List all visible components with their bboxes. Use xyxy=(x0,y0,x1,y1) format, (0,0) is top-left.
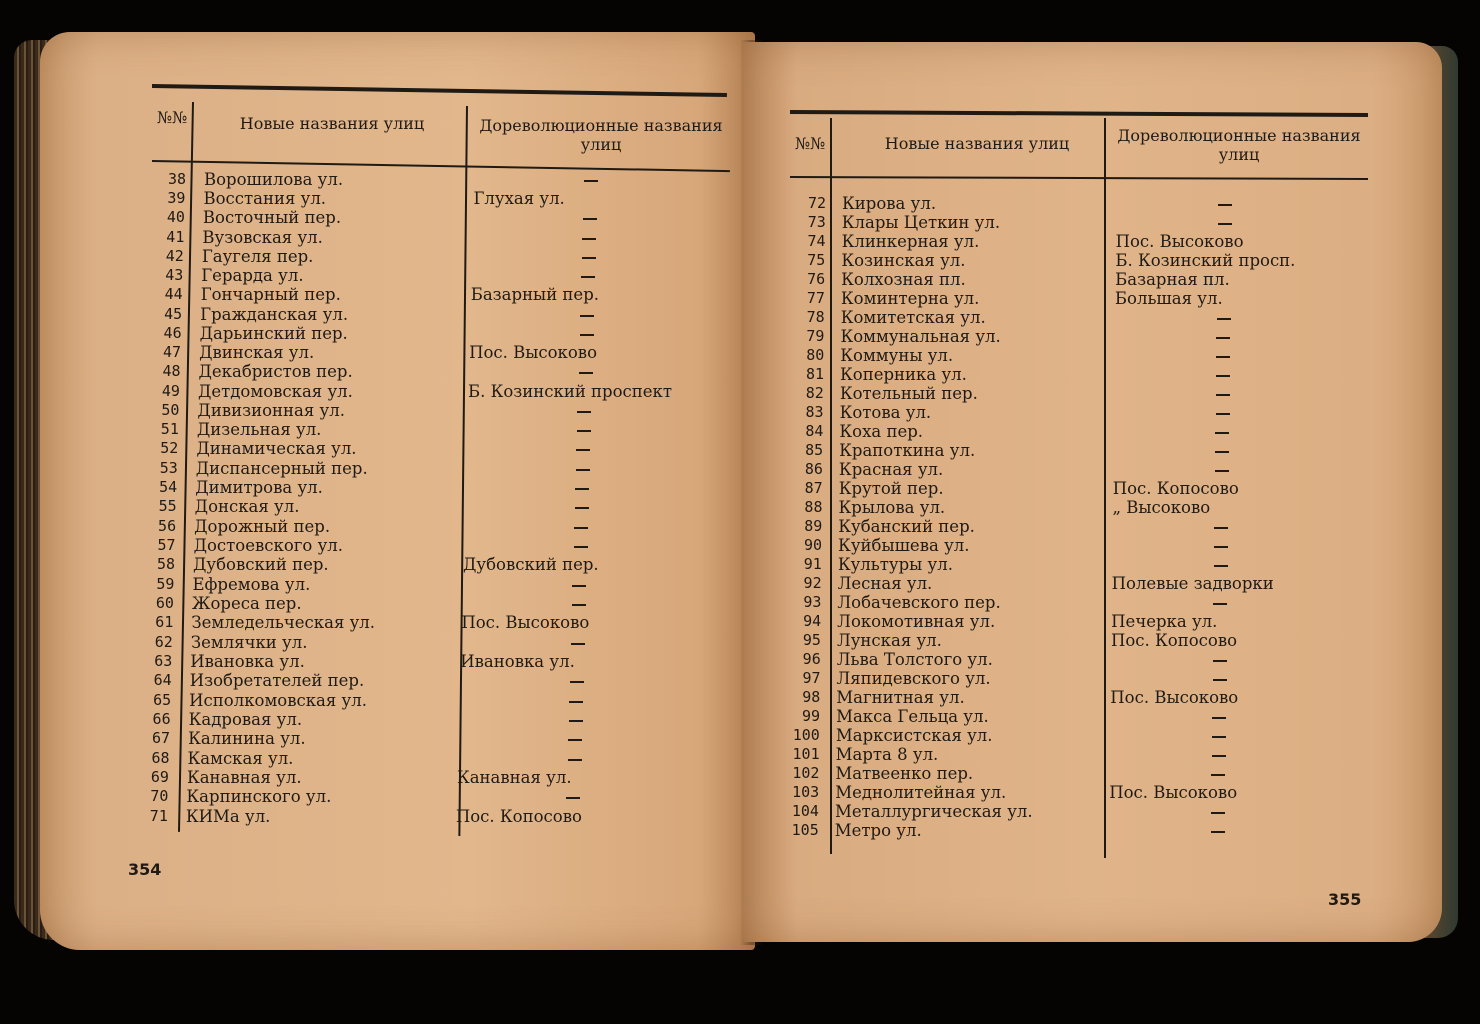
new-street-name: Коммунальная ул. xyxy=(840,327,1001,346)
new-street-name: Куйбышева ул. xyxy=(838,536,970,555)
row-number: 87 xyxy=(804,479,823,497)
old-street-name: Глухая ул. xyxy=(473,189,565,209)
header-old-names-2: улиц xyxy=(1218,145,1260,164)
new-street-name: Меднолитейная ул. xyxy=(835,783,1007,802)
row-number: 84 xyxy=(805,422,824,440)
row-number: 79 xyxy=(806,327,825,345)
table-row xyxy=(141,555,731,574)
new-street-name: Марксистская ул. xyxy=(835,726,993,745)
new-street-name: Двинская ул. xyxy=(199,343,315,363)
table-row xyxy=(144,459,734,478)
old-street-name: Пос. Высоково xyxy=(1110,688,1239,707)
no-old-name-dash xyxy=(1216,413,1230,415)
table-row xyxy=(786,517,1376,536)
old-street-name: Б. Козинский проспект xyxy=(467,381,672,401)
row-number: 50 xyxy=(161,400,180,419)
new-street-name: Канавная ул. xyxy=(186,768,302,788)
old-street-name: Б. Козинский просп. xyxy=(1115,251,1296,270)
no-old-name-dash xyxy=(577,411,591,413)
row-number: 69 xyxy=(150,768,169,787)
table-row xyxy=(788,403,1378,422)
row-number: 90 xyxy=(803,536,823,554)
table-row xyxy=(787,441,1377,460)
table-row xyxy=(789,289,1379,308)
no-old-name-dash xyxy=(1216,356,1230,358)
row-number: 75 xyxy=(807,251,826,269)
no-old-name-dash xyxy=(1213,660,1227,662)
new-street-name: Декабристов пер. xyxy=(198,362,353,382)
no-old-name-dash xyxy=(583,218,597,220)
row-number: 46 xyxy=(163,323,182,342)
no-old-name-dash xyxy=(1214,565,1228,567)
row-number: 94 xyxy=(803,612,822,630)
no-old-name-dash xyxy=(1213,679,1227,681)
old-street-name: Базарный пер. xyxy=(470,285,600,305)
left-street-table xyxy=(149,84,732,844)
new-street-name: КИМа ул. xyxy=(185,806,271,826)
no-old-name-dash xyxy=(1212,755,1226,757)
new-street-name: Колхозная пл. xyxy=(841,270,966,289)
no-old-name-dash xyxy=(584,180,598,182)
header-new-names: Новые названия улиц xyxy=(884,134,1070,153)
table-row xyxy=(789,251,1379,270)
row-number: 74 xyxy=(807,232,826,250)
new-street-name: Коммуны ул. xyxy=(840,346,954,365)
new-street-name: Камская ул. xyxy=(187,748,294,768)
old-street-name: Печерка ул. xyxy=(1111,612,1218,631)
table-row xyxy=(143,478,733,497)
old-street-name: Пос. Высоково xyxy=(1115,232,1244,251)
table-row xyxy=(137,710,727,729)
table-row xyxy=(144,439,734,458)
new-street-name: Коминтерна ул. xyxy=(840,289,980,308)
no-old-name-dash xyxy=(1215,470,1229,472)
row-number: 55 xyxy=(158,497,177,516)
old-street-name: Пос. Копосово xyxy=(455,806,582,826)
new-street-name: Земледельческая ул. xyxy=(191,613,376,633)
row-number: 76 xyxy=(807,270,826,288)
no-old-name-dash xyxy=(581,276,595,278)
new-street-name: Гончарный пер. xyxy=(200,285,341,305)
new-street-name: Дивизионная ул. xyxy=(197,400,345,420)
no-old-name-dash xyxy=(568,759,582,761)
new-street-name: Клинкерная ул. xyxy=(841,232,980,251)
row-number: 97 xyxy=(802,669,821,687)
no-old-name-dash xyxy=(576,449,590,451)
old-street-name: Пос. Копосово xyxy=(1110,631,1238,650)
new-street-name: Карпинского ул. xyxy=(186,787,332,807)
no-old-name-dash xyxy=(1216,337,1230,339)
table-row xyxy=(784,688,1374,707)
table-row xyxy=(786,498,1376,517)
no-old-name-dash xyxy=(577,430,591,432)
no-old-name-dash xyxy=(568,739,582,741)
table-row xyxy=(790,213,1380,232)
table-row xyxy=(786,574,1376,593)
table-row xyxy=(146,382,736,401)
no-old-name-dash xyxy=(575,488,589,490)
new-street-name: Макса Гельца ул. xyxy=(836,707,989,726)
new-street-name: Детдомовская ул. xyxy=(197,381,353,401)
new-street-name: Кубанский пер. xyxy=(838,517,975,536)
new-street-name: Ивановка ул. xyxy=(190,651,305,671)
no-old-name-dash xyxy=(1211,831,1225,833)
new-street-name: Клары Цеткин ул. xyxy=(841,213,1001,232)
table-row xyxy=(787,479,1377,498)
no-old-name-dash xyxy=(579,372,593,374)
new-street-name: Ворошилова ул. xyxy=(204,170,344,189)
row-number: 39 xyxy=(167,189,186,208)
row-number: 64 xyxy=(153,671,172,690)
row-number: 61 xyxy=(155,613,174,632)
table-row xyxy=(783,802,1373,821)
new-street-name: Котова ул. xyxy=(839,403,932,422)
table-row xyxy=(140,594,730,613)
table-row xyxy=(138,671,728,690)
table-row xyxy=(148,305,738,324)
table-row xyxy=(785,593,1375,612)
no-old-name-dash xyxy=(1214,527,1228,529)
table-row xyxy=(152,170,742,189)
table-row xyxy=(140,575,730,594)
row-number: 72 xyxy=(807,194,826,212)
no-old-name-dash xyxy=(569,701,583,703)
table-row xyxy=(134,787,724,806)
no-old-name-dash xyxy=(580,315,594,317)
row-number: 53 xyxy=(159,458,178,477)
new-street-name: Метро ул. xyxy=(834,821,922,840)
no-old-name-dash xyxy=(582,238,596,240)
table-row xyxy=(148,324,738,343)
header-old-names-1: Дореволюционные названия xyxy=(479,116,723,135)
new-street-name: Комитетская ул. xyxy=(840,308,986,327)
row-number: 62 xyxy=(154,632,173,651)
row-number: 57 xyxy=(157,535,176,554)
table-row xyxy=(134,807,724,826)
row-number: 45 xyxy=(164,304,183,323)
no-old-name-dash xyxy=(572,604,586,606)
old-street-name: Дубовский пер. xyxy=(463,555,599,575)
new-street-name: Герарда ул. xyxy=(201,266,304,286)
page-number-left: 354 xyxy=(128,860,162,879)
no-old-name-dash xyxy=(1212,717,1226,719)
new-street-name: Лунская ул. xyxy=(836,631,942,650)
row-number: 81 xyxy=(805,365,825,383)
row-number: 40 xyxy=(166,208,185,227)
new-street-name: Кирова ул. xyxy=(842,194,937,213)
table-row xyxy=(789,308,1379,327)
row-number: 51 xyxy=(160,420,179,439)
no-old-name-dash xyxy=(580,334,594,336)
new-street-name: Донская ул. xyxy=(194,497,300,517)
table-row xyxy=(143,497,733,516)
no-old-name-dash xyxy=(1218,223,1232,225)
table-row xyxy=(785,650,1375,669)
new-street-name: Коха пер. xyxy=(839,422,924,441)
new-street-name: Крапоткина ул. xyxy=(839,441,976,460)
no-old-name-dash xyxy=(1211,812,1225,814)
table-row xyxy=(787,460,1377,479)
no-old-name-dash xyxy=(1215,432,1229,434)
no-old-name-dash xyxy=(1215,451,1229,453)
table-row xyxy=(788,346,1378,365)
table-row xyxy=(139,633,729,652)
no-old-name-dash xyxy=(1214,546,1228,548)
row-number: 93 xyxy=(803,593,822,611)
row-number: 42 xyxy=(165,246,184,265)
new-street-name: Дарьинский пер. xyxy=(199,323,348,343)
row-number: 78 xyxy=(806,308,825,326)
table-row xyxy=(142,517,732,536)
row-number: 103 xyxy=(792,783,820,801)
no-old-name-dash xyxy=(574,546,588,548)
new-street-name: Матвеенко пер. xyxy=(835,764,974,783)
table-row xyxy=(138,652,728,671)
row-number: 91 xyxy=(803,555,822,573)
table-row xyxy=(783,821,1373,840)
header-num: №№ xyxy=(156,108,188,127)
row-number: 43 xyxy=(165,266,184,285)
row-number: 99 xyxy=(802,707,821,725)
row-number: 60 xyxy=(155,593,174,612)
new-street-name: Дорожный пер. xyxy=(194,516,331,536)
new-street-name: Локомотивная ул. xyxy=(837,612,996,631)
new-street-name: Кадровая ул. xyxy=(188,709,303,729)
table-row xyxy=(788,327,1378,346)
row-number: 49 xyxy=(161,381,180,400)
new-street-name: Землячки ул. xyxy=(190,632,308,652)
old-street-name: „ Высоково xyxy=(1112,498,1211,517)
new-street-name: Восстания ул. xyxy=(203,189,327,209)
table-row xyxy=(785,669,1375,688)
table-row xyxy=(783,783,1373,802)
header-old-names-1: Дореволюционные названия xyxy=(1117,126,1361,145)
new-street-name: Достоевского ул. xyxy=(193,535,344,555)
no-old-name-dash xyxy=(574,527,588,529)
row-number: 105 xyxy=(791,821,819,839)
table-row xyxy=(150,247,740,266)
no-old-name-dash xyxy=(1212,736,1226,738)
row-number: 85 xyxy=(805,441,824,459)
table-row xyxy=(786,536,1376,555)
row-number: 66 xyxy=(152,709,171,728)
table-row xyxy=(784,745,1374,764)
old-street-name: Пос. Высоково xyxy=(461,613,590,633)
table-row xyxy=(145,401,735,420)
no-old-name-dash xyxy=(566,797,580,799)
row-number: 71 xyxy=(149,806,168,825)
table-row xyxy=(790,232,1380,251)
row-number: 56 xyxy=(158,516,177,535)
new-street-name: Изобретателей пер. xyxy=(189,671,365,691)
row-number: 48 xyxy=(162,362,181,381)
new-street-name: Дубовский пер. xyxy=(193,555,329,575)
new-street-name: Крылова ул. xyxy=(838,498,946,517)
table-row xyxy=(783,764,1373,783)
table-row xyxy=(149,266,739,285)
old-street-name: Большая ул. xyxy=(1114,289,1223,308)
new-street-name: Гаугеля пер. xyxy=(201,246,314,266)
new-street-name: Красная ул. xyxy=(838,460,944,479)
table-row xyxy=(151,208,741,227)
row-number: 104 xyxy=(791,802,819,820)
right-page xyxy=(742,42,1442,942)
row-number: 101 xyxy=(792,745,820,763)
table-row xyxy=(786,555,1376,574)
page-number-right: 355 xyxy=(1328,890,1362,909)
old-street-name: Базарная пл. xyxy=(1115,270,1230,289)
row-number: 82 xyxy=(805,384,824,402)
row-number: 88 xyxy=(804,498,823,516)
header-new-names: Новые названия улиц xyxy=(239,114,425,133)
new-street-name: Марта 8 ул. xyxy=(835,745,939,764)
new-street-name: Льва Толстого ул. xyxy=(836,650,993,669)
right-street-table xyxy=(790,110,1370,870)
old-street-name: Полевые задворки xyxy=(1111,574,1274,593)
row-number: 73 xyxy=(807,213,826,231)
header-rule xyxy=(790,176,1368,180)
table-row xyxy=(136,729,726,748)
row-number: 96 xyxy=(802,650,821,668)
no-old-name-dash xyxy=(571,643,585,645)
new-street-name: Лесная ул. xyxy=(837,574,933,593)
no-old-name-dash xyxy=(569,720,583,722)
new-street-name: Магнитная ул. xyxy=(836,688,965,707)
table-row xyxy=(788,384,1378,403)
no-old-name-dash xyxy=(576,469,590,471)
table-top-rule xyxy=(790,110,1368,117)
row-number: 44 xyxy=(164,285,183,304)
table-row xyxy=(150,228,740,247)
new-street-name: Культуры ул. xyxy=(837,555,953,574)
old-street-name: Пос. Высоково xyxy=(469,343,598,363)
row-number: 54 xyxy=(159,477,178,496)
row-number: 65 xyxy=(153,690,172,709)
new-street-name: Динамическая ул. xyxy=(196,439,357,459)
row-number: 100 xyxy=(792,726,820,744)
new-street-name: Ефремова ул. xyxy=(192,574,311,594)
new-street-name: Жореса пер. xyxy=(191,593,302,613)
table-row xyxy=(784,726,1374,745)
new-street-name: Металлургическая ул. xyxy=(834,802,1033,821)
table-row xyxy=(147,343,737,362)
table-row xyxy=(135,768,725,787)
row-number: 59 xyxy=(156,574,175,593)
new-street-name: Вузовская ул. xyxy=(202,227,323,247)
row-number: 98 xyxy=(802,688,821,706)
no-old-name-dash xyxy=(1216,375,1230,377)
row-number: 102 xyxy=(792,764,820,782)
table-row xyxy=(785,612,1375,631)
no-old-name-dash xyxy=(1211,774,1225,776)
table-top-rule xyxy=(152,84,727,97)
table-row xyxy=(785,631,1375,650)
table-row xyxy=(147,362,737,381)
new-street-name: Лобачевского пер. xyxy=(837,593,1001,612)
new-street-name: Димитрова ул. xyxy=(195,477,323,497)
table-row xyxy=(789,270,1379,289)
table-row xyxy=(790,194,1380,213)
row-number: 89 xyxy=(804,517,823,535)
new-street-name: Ляпидевского ул. xyxy=(836,669,991,688)
header-num: №№ xyxy=(794,134,826,153)
new-street-name: Диспансерный пер. xyxy=(195,458,368,478)
table-row xyxy=(139,613,729,632)
header-old-names-2: улиц xyxy=(580,135,622,154)
new-street-name: Коперника ул. xyxy=(840,365,967,384)
table-row xyxy=(142,536,732,555)
row-number: 86 xyxy=(804,460,823,478)
row-number: 38 xyxy=(167,170,186,188)
new-street-name: Восточный пер. xyxy=(202,208,342,228)
table-row xyxy=(784,707,1374,726)
no-old-name-dash xyxy=(582,257,596,259)
old-street-name: Канавная ул. xyxy=(456,768,572,788)
new-street-name: Калинина ул. xyxy=(188,729,306,749)
new-street-name: Дизельная ул. xyxy=(196,420,322,440)
old-street-name: Пос. Высоково xyxy=(1109,783,1238,802)
row-number: 41 xyxy=(166,227,185,246)
new-street-name: Исполкомовская ул. xyxy=(189,690,367,710)
no-old-name-dash xyxy=(1216,394,1230,396)
table-row xyxy=(151,189,741,208)
new-street-name: Крутой пер. xyxy=(838,479,944,498)
row-number: 92 xyxy=(803,574,822,592)
table-row xyxy=(787,422,1377,441)
row-number: 68 xyxy=(151,748,170,767)
left-page xyxy=(40,32,755,950)
table-row xyxy=(137,691,727,710)
no-old-name-dash xyxy=(575,507,589,509)
row-number: 52 xyxy=(160,439,179,458)
row-number: 80 xyxy=(806,346,825,364)
no-old-name-dash xyxy=(1217,318,1231,320)
table-row xyxy=(788,365,1378,384)
no-old-name-dash xyxy=(570,681,584,683)
row-number: 67 xyxy=(152,729,171,748)
row-number: 47 xyxy=(163,343,182,362)
row-number: 83 xyxy=(805,403,824,421)
table-row xyxy=(136,749,726,768)
row-number: 63 xyxy=(154,651,173,670)
no-old-name-dash xyxy=(1218,204,1232,206)
row-number: 77 xyxy=(806,289,825,307)
table-row xyxy=(149,285,739,304)
old-street-name: Ивановка ул. xyxy=(460,651,575,671)
no-old-name-dash xyxy=(572,585,586,587)
row-number: 95 xyxy=(802,631,821,649)
new-street-name: Гражданская ул. xyxy=(200,304,349,324)
no-old-name-dash xyxy=(1213,603,1227,605)
old-street-name: Пос. Копосово xyxy=(1112,479,1239,498)
new-street-name: Котельный пер. xyxy=(839,384,978,403)
row-number: 70 xyxy=(150,787,169,806)
row-number: 58 xyxy=(156,555,175,574)
table-row xyxy=(145,420,735,439)
new-street-name: Козинская ул. xyxy=(841,251,966,270)
